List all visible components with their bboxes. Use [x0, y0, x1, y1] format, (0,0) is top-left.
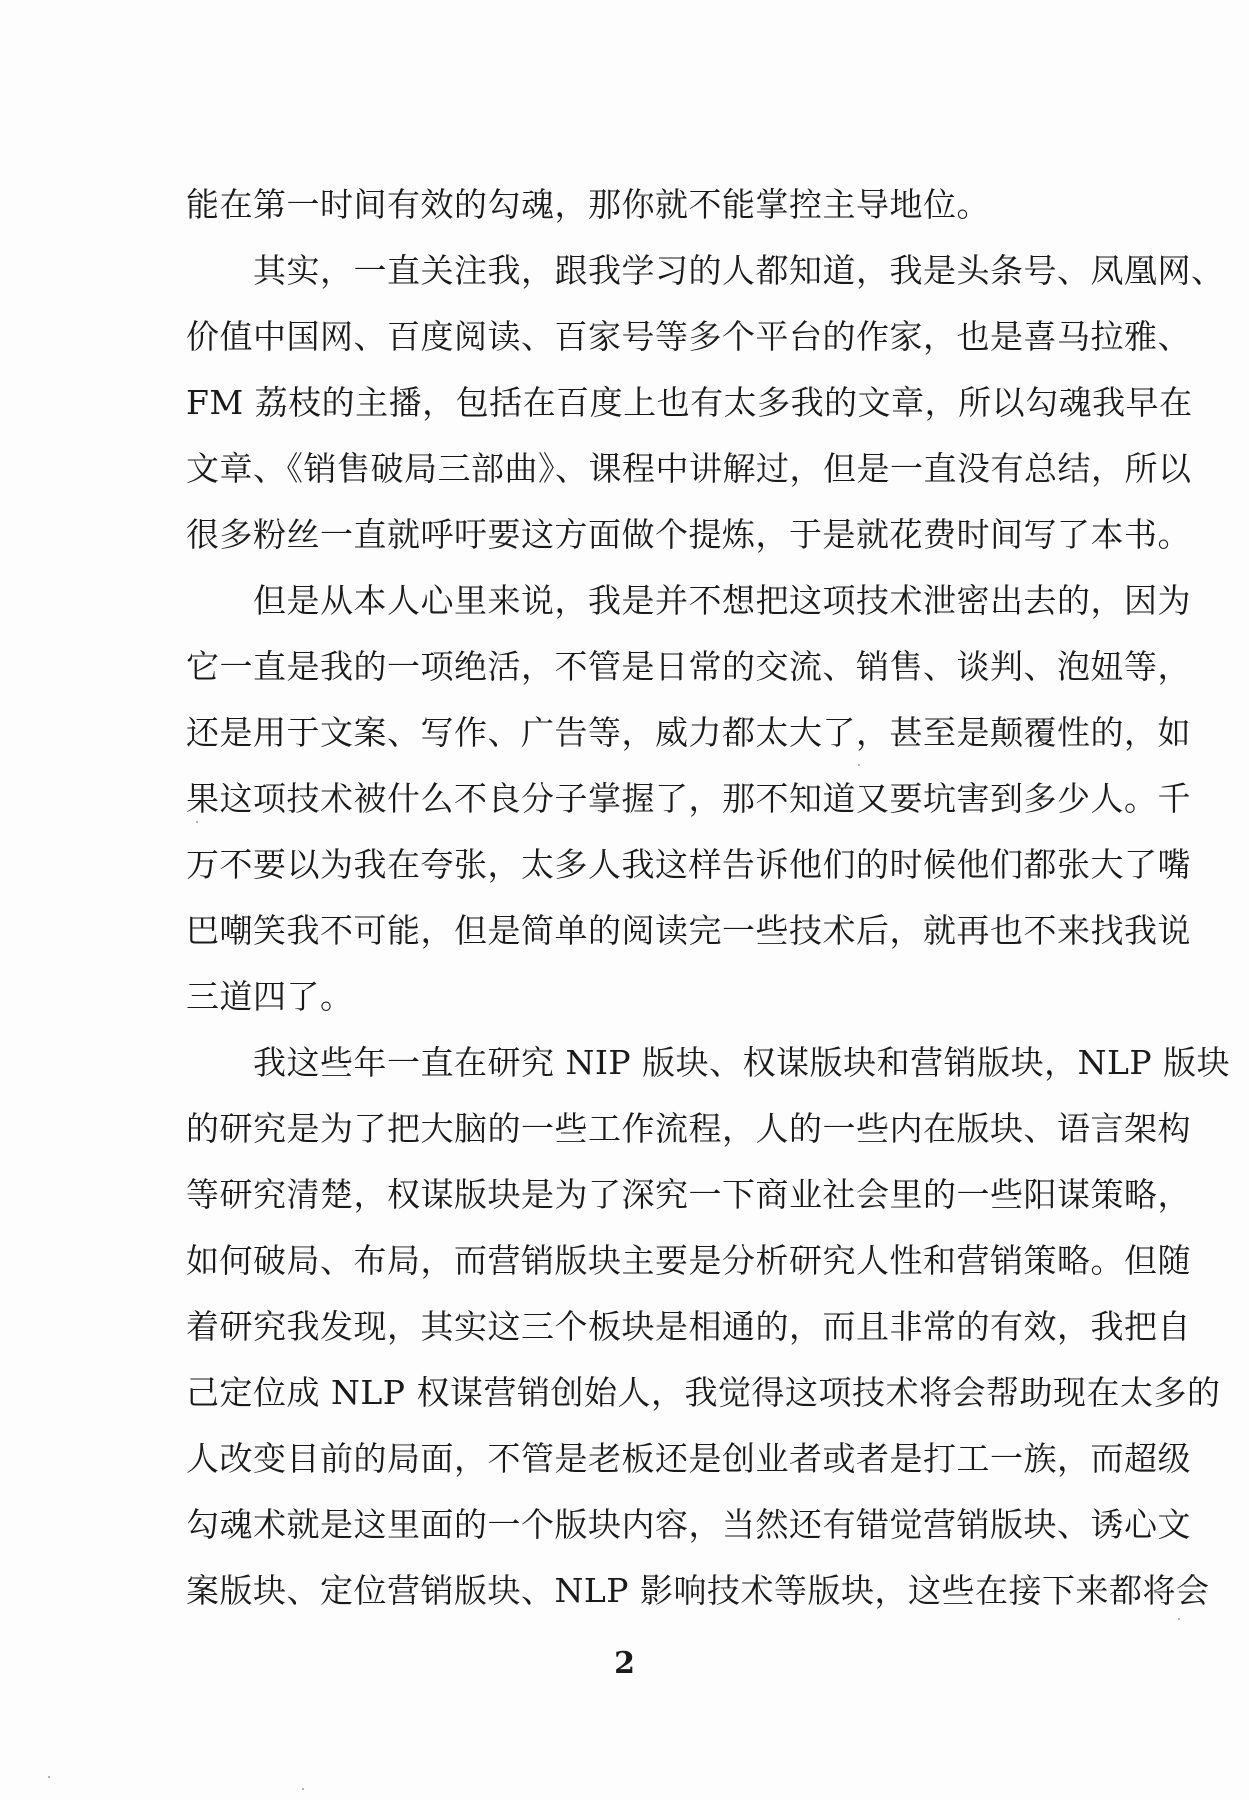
text-line: 文章、《销售破局三部曲》、课程中讲解过，但是一直没有总结，所以: [186, 449, 1192, 488]
text-line: 很多粉丝一直就呼吁要这方面做个提炼，于是就花费时间写了本书。: [186, 515, 1191, 554]
text-line: 等研究清楚，权谋版块是为了深究一下商业社会里的一些阳谋策略，: [186, 1175, 1191, 1214]
text-line: 着研究我发现，其实这三个板块是相通的，而且非常的有效，我把自: [186, 1307, 1191, 1346]
text-line: 的研究是为了把大脑的一些工作流程，人的一些内在版块、语言架构: [186, 1109, 1191, 1148]
text-line: 案版块、定位营销版块、NLP 影响技术等版块，这些在接下来都将会: [186, 1571, 1210, 1610]
text-line: 但是从本人心里来说，我是并不想把这项技术泄密出去的，因为: [186, 581, 1191, 620]
text-line: 万不要以为我在夸张，太多人我这样告诉他们的时候他们都张大了嘴: [186, 845, 1191, 884]
text-line: FM 荔枝的主播，包括在百度上也有太多我的文章，所以勾魂我早在: [186, 383, 1193, 422]
text-line: 价值中国网、百度阅读、百家号等多个平台的作家，也是喜马拉雅、: [186, 317, 1191, 356]
scan-speck: [48, 1776, 50, 1778]
scan-speck: [196, 821, 198, 823]
body-text: [186, 172, 1231, 1624]
scan-speck: [858, 764, 860, 766]
page-number: 2: [614, 1646, 635, 1681]
text-line: 巴嘲笑我不可能，但是简单的阅读完一些技术后，就再也不来找我说: [186, 911, 1191, 950]
scan-speck: [302, 1788, 304, 1790]
text-line: 其实，一直关注我，跟我学习的人都知道，我是头条号、凤凰网、: [186, 251, 1225, 290]
text-line: 它一直是我的一项绝活，不管是日常的交流、销售、谈判、泡妞等，: [186, 647, 1191, 686]
text-line: 还是用于文案、写作、广告等，威力都太大了，甚至是颠覆性的，如: [186, 713, 1191, 752]
text-line: 果这项技术被什么不良分子掌握了，那不知道又要坑害到多少人。千: [186, 779, 1191, 818]
text-line: 己定位成 NLP 权谋营销创始人，我觉得这项技术将会帮助现在太多的: [186, 1373, 1221, 1412]
text-line: 能在第一时间有效的勾魂，那你就不能掌控主导地位。: [186, 185, 990, 224]
text-line: 三道四了。: [186, 977, 354, 1016]
scan-speck: [1178, 1618, 1180, 1620]
text-line: 如何破局、布局，而营销版块主要是分析研究人性和营销策略。但随: [186, 1241, 1191, 1280]
text-line: 人改变目前的局面，不管是老板还是创业者或者是打工一族，而超级: [186, 1439, 1191, 1478]
text-line: 我这些年一直在研究 NIP 版块、权谋版块和营销版块，NLP 版块: [186, 1043, 1231, 1082]
text-line: 勾魂术就是这里面的一个版块内容，当然还有错觉营销版块、诱心文: [186, 1505, 1191, 1544]
